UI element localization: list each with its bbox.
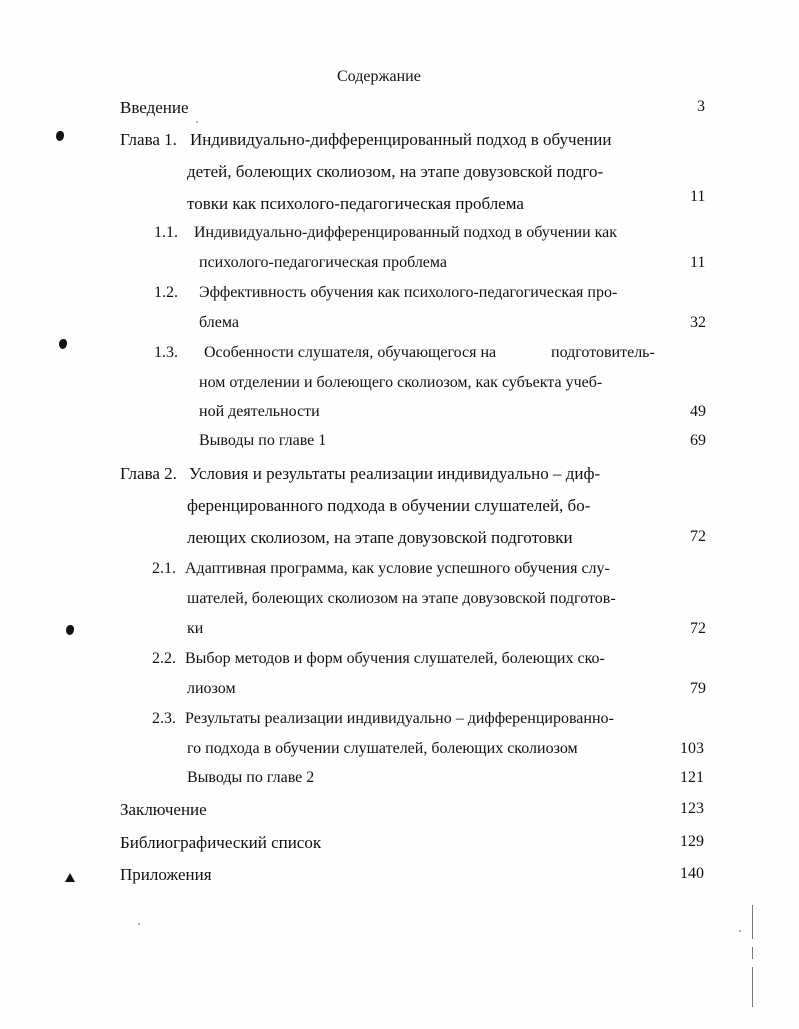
- toc-page-number: 69: [690, 432, 706, 449]
- toc-entry-line: леющих сколиозом, на этапе довузовской подготовки: [187, 528, 573, 547]
- toc-section-number: 2.3.: [152, 710, 176, 727]
- toc-chapter-number: Глава 2.: [120, 464, 177, 483]
- toc-entry-title: Выводы по главе 1: [199, 432, 327, 449]
- toc-entry-line: Условия и результаты реализации индивидуально – диф-: [189, 464, 601, 483]
- page-edge-line: [752, 967, 753, 1007]
- toc-page-number: 129: [680, 833, 704, 850]
- toc-section-number: 2.2.: [152, 650, 176, 667]
- binding-hole-mark: [56, 131, 64, 141]
- toc-page-number: 72: [690, 620, 706, 637]
- scan-speck: [196, 121, 198, 123]
- toc-page-number: 32: [690, 314, 706, 331]
- toc-entry-line: Выбор методов и форм обучения слушателей, болеющих ско-: [185, 650, 605, 667]
- toc-section-number: 2.1.: [152, 560, 176, 577]
- scan-speck: [138, 923, 140, 925]
- binding-hole-mark: [66, 625, 74, 635]
- toc-entry-line: ференцированного подхода в обучении слушателей, бо-: [187, 496, 591, 515]
- page-edge-line: [752, 947, 753, 959]
- toc-page-number: 121: [680, 769, 704, 786]
- toc-page-number: 79: [690, 680, 706, 697]
- toc-entry-line: Особенности слушателя, обучающегося на: [204, 344, 497, 361]
- toc-entry-line: подготовитель-: [551, 344, 655, 361]
- toc-page-number: 49: [690, 403, 706, 420]
- toc-entry-title: Приложения: [120, 865, 212, 884]
- toc-entry-line: блема: [199, 314, 239, 331]
- toc-entry-line: лиозом: [187, 680, 236, 697]
- binding-hole-mark: [59, 339, 67, 349]
- toc-entry-line: детей, болеющих сколиозом, на этапе довузовской подго-: [187, 162, 604, 181]
- toc-entry-title: Введение: [120, 98, 189, 117]
- toc-entry-line: ном отделении и болеющего сколиозом, как субъекта учеб-: [199, 374, 603, 391]
- toc-entry-line: го подхода в обучении слушателей, болеющих сколиозом: [187, 740, 578, 757]
- toc-entry-line: Индивидуально-дифференцированный подход в обучении как: [194, 224, 618, 241]
- binding-hole-mark: [65, 873, 75, 882]
- toc-chapter-number: Глава 1.: [120, 130, 177, 149]
- toc-page-number: 72: [690, 528, 706, 545]
- toc-entry-line: Адаптивная программа, как условие успешного обучения слу-: [185, 560, 610, 577]
- toc-entry-line: шателей, болеющих сколиозом на этапе довузовской подготов-: [187, 590, 616, 607]
- toc-entry-line: Результаты реализации индивидуально – дифференцированно-: [185, 710, 614, 727]
- toc-section-number: 1.3.: [154, 344, 178, 361]
- toc-entry-line: ки: [187, 620, 204, 637]
- toc-page-number: 11: [690, 188, 706, 205]
- scan-speck: [739, 930, 741, 932]
- toc-page-number: 3: [697, 98, 705, 115]
- toc-page-number: 123: [680, 800, 704, 817]
- toc-page-number: 11: [690, 254, 706, 271]
- toc-entry-line: ной деятельности: [199, 403, 320, 420]
- page-edge-line: [752, 905, 753, 939]
- toc-entry-title: Выводы по главе 2: [187, 769, 315, 786]
- toc-entry-line: Эффективность обучения как психолого-педагогическая про-: [199, 284, 618, 301]
- toc-page-number: 140: [680, 865, 704, 882]
- toc-entry-title: Библиографический список: [120, 833, 322, 852]
- page-title: Содержание: [337, 68, 421, 85]
- toc-section-number: 1.1.: [154, 224, 178, 241]
- toc-entry-title: Заключение: [120, 800, 207, 819]
- toc-entry-line: товки как психолого-педагогическая проблема: [187, 194, 524, 213]
- toc-section-number: 1.2.: [154, 284, 178, 301]
- toc-entry-line: Индивидуально-дифференцированный подход в обучении: [190, 130, 612, 149]
- toc-page-number: 103: [680, 740, 704, 757]
- toc-entry-line: психолого-педагогическая проблема: [199, 254, 448, 271]
